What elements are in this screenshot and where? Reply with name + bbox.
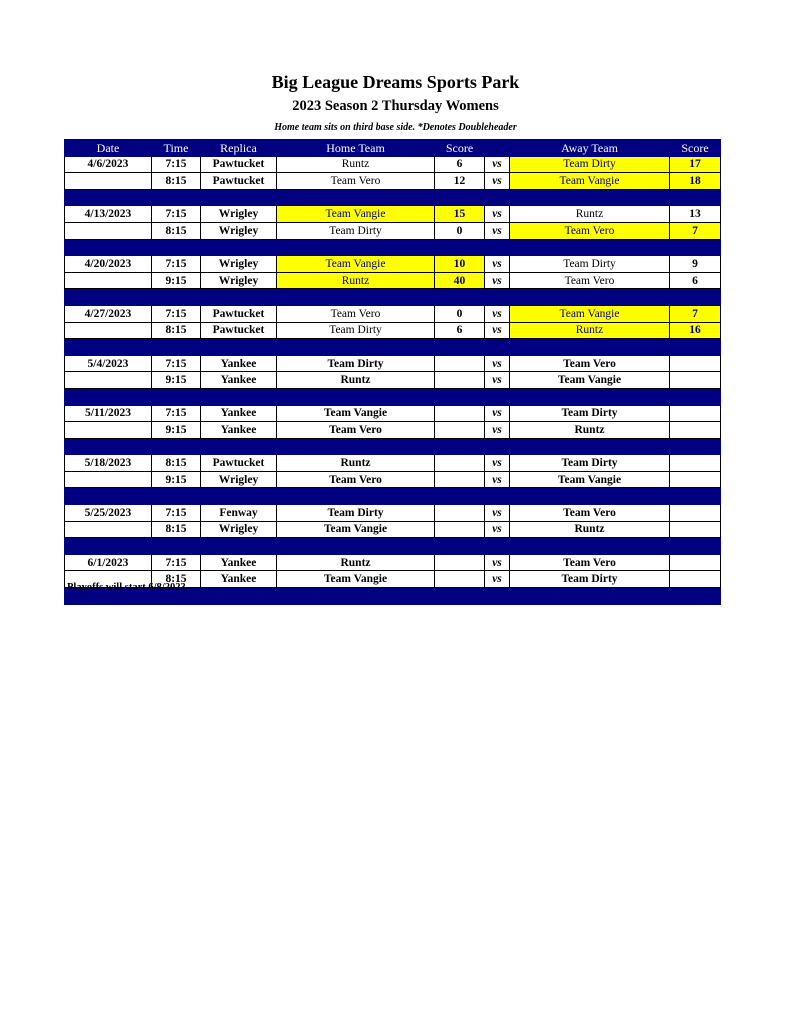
separator-cell <box>510 239 670 256</box>
game-date: 5/25/2023 <box>65 505 152 522</box>
separator-cell <box>152 239 201 256</box>
home-score: 10 <box>435 256 485 273</box>
away-team: Runtz <box>510 206 670 223</box>
separator-cell <box>435 438 485 455</box>
game-row <box>65 372 721 389</box>
game-field: Wrigley <box>201 521 277 538</box>
vs-label: vs <box>485 322 510 339</box>
game-time: 7:15 <box>152 206 201 223</box>
week-separator-row <box>65 289 721 306</box>
game-field: Yankee <box>201 571 277 588</box>
game-row <box>65 156 721 173</box>
game-row <box>65 455 721 472</box>
col-replica: Replica <box>201 140 277 157</box>
game-field: Yankee <box>201 422 277 439</box>
away-team: Team Vero <box>510 554 670 571</box>
separator-cell <box>670 588 721 605</box>
game-field: Fenway <box>201 505 277 522</box>
separator-cell <box>152 189 201 206</box>
col-home-score: Score <box>435 140 485 157</box>
game-time: 7:15 <box>152 355 201 372</box>
away-team: Runtz <box>510 322 670 339</box>
separator-cell <box>670 538 721 555</box>
separator-cell <box>65 538 152 555</box>
away-team: Team Vero <box>510 355 670 372</box>
away-score <box>670 571 721 588</box>
home-team: Team Vangie <box>277 521 435 538</box>
separator-cell <box>485 239 510 256</box>
game-row <box>65 206 721 223</box>
separator-cell <box>435 289 485 306</box>
game-row <box>65 554 721 571</box>
home-score <box>435 554 485 571</box>
away-team: Team Dirty <box>510 405 670 422</box>
game-date <box>65 521 152 538</box>
separator-cell <box>152 488 201 505</box>
away-team: Team Vero <box>510 505 670 522</box>
game-time: 7:15 <box>152 156 201 173</box>
page-title: Big League Dreams Sports Park <box>271 72 520 92</box>
game-date <box>65 471 152 488</box>
home-team: Team Vero <box>277 305 435 322</box>
home-team: Team Vero <box>277 471 435 488</box>
separator-cell <box>485 438 510 455</box>
away-score: 13 <box>670 206 721 223</box>
separator-cell <box>277 438 435 455</box>
home-score <box>435 355 485 372</box>
separator-cell <box>201 488 277 505</box>
game-time: 7:15 <box>152 305 201 322</box>
vs-label: vs <box>485 173 510 190</box>
away-team: Team Vero <box>510 222 670 239</box>
separator-cell <box>435 588 485 605</box>
away-team: Runtz <box>510 422 670 439</box>
col-date: Date <box>65 140 152 157</box>
home-score <box>435 372 485 389</box>
separator-cell <box>510 289 670 306</box>
game-date: 5/18/2023 <box>65 455 152 472</box>
vs-label: vs <box>485 256 510 273</box>
separator-cell <box>65 388 152 405</box>
away-score <box>670 455 721 472</box>
game-row <box>65 272 721 289</box>
separator-cell <box>670 488 721 505</box>
game-field: Yankee <box>201 355 277 372</box>
away-score: 17 <box>670 156 721 173</box>
game-row <box>65 355 721 372</box>
home-score <box>435 505 485 522</box>
vs-label: vs <box>485 405 510 422</box>
separator-cell <box>435 538 485 555</box>
week-separator-row <box>65 189 721 206</box>
game-field: Pawtucket <box>201 173 277 190</box>
vs-label: vs <box>485 305 510 322</box>
game-date: 5/11/2023 <box>65 405 152 422</box>
separator-cell <box>670 339 721 356</box>
game-date <box>65 322 152 339</box>
home-team: Team Vangie <box>277 206 435 223</box>
game-time: 8:15 <box>152 322 201 339</box>
home-score <box>435 455 485 472</box>
vs-label: vs <box>485 471 510 488</box>
away-score <box>670 505 721 522</box>
schedule-note: Home team sits on third base side. *Denotes Doubleheader <box>274 122 517 133</box>
schedule-body <box>65 156 721 604</box>
game-time: 7:15 <box>152 256 201 273</box>
game-field: Wrigley <box>201 272 277 289</box>
separator-cell <box>152 339 201 356</box>
home-score <box>435 471 485 488</box>
week-separator-row <box>65 239 721 256</box>
away-score <box>670 355 721 372</box>
away-score: 18 <box>670 173 721 190</box>
separator-cell <box>670 388 721 405</box>
home-team: Runtz <box>277 372 435 389</box>
vs-label: vs <box>485 355 510 372</box>
separator-cell <box>277 189 435 206</box>
away-team: Team Vangie <box>510 372 670 389</box>
separator-cell <box>510 339 670 356</box>
game-date: 4/13/2023 <box>65 206 152 223</box>
week-separator-row <box>65 488 721 505</box>
away-team: Team Dirty <box>510 571 670 588</box>
home-team: Team Vangie <box>277 571 435 588</box>
home-score: 6 <box>435 156 485 173</box>
home-team: Runtz <box>277 272 435 289</box>
separator-cell <box>485 189 510 206</box>
home-team: Team Dirty <box>277 222 435 239</box>
away-score <box>670 521 721 538</box>
home-team: Team Vero <box>277 422 435 439</box>
away-score: 7 <box>670 222 721 239</box>
away-team: Team Vangie <box>510 173 670 190</box>
game-row <box>65 405 721 422</box>
away-score: 16 <box>670 322 721 339</box>
home-team: Team Dirty <box>277 322 435 339</box>
separator-cell <box>485 588 510 605</box>
separator-cell <box>201 189 277 206</box>
separator-cell <box>485 339 510 356</box>
game-row <box>65 422 721 439</box>
home-team: Team Vero <box>277 173 435 190</box>
game-date <box>65 372 152 389</box>
game-row <box>65 322 721 339</box>
separator-cell <box>65 289 152 306</box>
game-field: Pawtucket <box>201 455 277 472</box>
separator-cell <box>277 339 435 356</box>
game-date <box>65 422 152 439</box>
separator-cell <box>277 289 435 306</box>
game-date <box>65 272 152 289</box>
game-time: 9:15 <box>152 272 201 289</box>
game-field: Wrigley <box>201 471 277 488</box>
home-score: 15 <box>435 206 485 223</box>
game-time: 8:15 <box>152 571 201 588</box>
away-score: 9 <box>670 256 721 273</box>
game-field: Yankee <box>201 405 277 422</box>
game-row <box>65 505 721 522</box>
separator-cell <box>201 289 277 306</box>
separator-cell <box>277 588 435 605</box>
separator-cell <box>152 438 201 455</box>
game-field: Pawtucket <box>201 305 277 322</box>
away-team: Team Dirty <box>510 156 670 173</box>
separator-cell <box>277 388 435 405</box>
separator-cell <box>435 488 485 505</box>
vs-label: vs <box>485 156 510 173</box>
home-score: 0 <box>435 305 485 322</box>
home-team: Team Vangie <box>277 405 435 422</box>
game-date: 4/27/2023 <box>65 305 152 322</box>
separator-cell <box>510 189 670 206</box>
away-score: 7 <box>670 305 721 322</box>
separator-cell <box>435 388 485 405</box>
game-row <box>65 173 721 190</box>
separator-cell <box>65 488 152 505</box>
away-score: 6 <box>670 272 721 289</box>
game-date: 4/20/2023 <box>65 256 152 273</box>
game-time: 7:15 <box>152 405 201 422</box>
away-team: Team Dirty <box>510 256 670 273</box>
home-score <box>435 422 485 439</box>
separator-cell <box>510 588 670 605</box>
home-score <box>435 571 485 588</box>
separator-cell <box>510 438 670 455</box>
col-away-team: Away Team <box>510 140 670 157</box>
vs-label: vs <box>485 222 510 239</box>
separator-cell <box>435 189 485 206</box>
home-team: Team Dirty <box>277 505 435 522</box>
game-date <box>65 173 152 190</box>
separator-cell <box>201 388 277 405</box>
game-date <box>65 222 152 239</box>
game-time: 7:15 <box>152 505 201 522</box>
game-row <box>65 222 721 239</box>
home-score <box>435 521 485 538</box>
vs-label: vs <box>485 571 510 588</box>
home-team: Team Dirty <box>277 355 435 372</box>
separator-cell <box>152 538 201 555</box>
separator-cell <box>65 239 152 256</box>
game-time: 8:15 <box>152 455 201 472</box>
game-time: 9:15 <box>152 422 201 439</box>
away-team: Team Vangie <box>510 471 670 488</box>
home-score <box>435 405 485 422</box>
separator-cell <box>485 388 510 405</box>
away-team: Runtz <box>510 521 670 538</box>
separator-cell <box>201 339 277 356</box>
game-time: 9:15 <box>152 471 201 488</box>
game-row <box>65 305 721 322</box>
away-score <box>670 372 721 389</box>
away-score <box>670 405 721 422</box>
separator-cell <box>510 538 670 555</box>
away-score <box>670 554 721 571</box>
game-field: Wrigley <box>201 206 277 223</box>
away-score <box>670 471 721 488</box>
away-team: Team Dirty <box>510 455 670 472</box>
separator-cell <box>201 239 277 256</box>
separator-cell <box>201 588 277 605</box>
vs-label: vs <box>485 372 510 389</box>
home-score: 40 <box>435 272 485 289</box>
separator-cell <box>670 239 721 256</box>
separator-cell <box>485 289 510 306</box>
separator-cell <box>152 289 201 306</box>
col-time: Time <box>152 140 201 157</box>
game-time: 8:15 <box>152 173 201 190</box>
separator-cell <box>510 488 670 505</box>
away-score <box>670 422 721 439</box>
home-score: 12 <box>435 173 485 190</box>
game-time: 9:15 <box>152 372 201 389</box>
page-subtitle: 2023 Season 2 Thursday Womens <box>292 98 499 114</box>
game-time: 8:15 <box>152 521 201 538</box>
game-row <box>65 521 721 538</box>
game-time: 7:15 <box>152 554 201 571</box>
schedule-table <box>64 139 721 605</box>
game-time: 8:15 <box>152 222 201 239</box>
separator-cell <box>277 538 435 555</box>
separator-cell <box>435 239 485 256</box>
game-field: Yankee <box>201 554 277 571</box>
header-row <box>65 140 721 157</box>
home-team: Runtz <box>277 554 435 571</box>
col-away-score: Score <box>670 140 721 157</box>
game-row <box>65 471 721 488</box>
game-field: Pawtucket <box>201 156 277 173</box>
separator-cell <box>670 189 721 206</box>
separator-cell <box>277 488 435 505</box>
week-separator-row <box>65 388 721 405</box>
game-field: Yankee <box>201 372 277 389</box>
home-team: Runtz <box>277 455 435 472</box>
separator-cell <box>670 289 721 306</box>
away-team: Team Vero <box>510 272 670 289</box>
separator-cell <box>670 438 721 455</box>
game-field: Wrigley <box>201 256 277 273</box>
separator-cell <box>485 488 510 505</box>
playoffs-note: Playoffs will start 6/8/2023 <box>67 582 186 593</box>
home-score: 6 <box>435 322 485 339</box>
game-field: Pawtucket <box>201 322 277 339</box>
separator-cell <box>65 438 152 455</box>
vs-label: vs <box>485 554 510 571</box>
separator-cell <box>65 189 152 206</box>
vs-label: vs <box>485 206 510 223</box>
separator-cell <box>510 388 670 405</box>
separator-cell <box>435 339 485 356</box>
separator-cell <box>201 438 277 455</box>
home-score: 0 <box>435 222 485 239</box>
game-date: 4/6/2023 <box>65 156 152 173</box>
home-team: Runtz <box>277 156 435 173</box>
separator-cell <box>485 538 510 555</box>
vs-label: vs <box>485 521 510 538</box>
col-vs <box>485 140 510 157</box>
game-field: Wrigley <box>201 222 277 239</box>
vs-label: vs <box>485 272 510 289</box>
week-separator-row <box>65 438 721 455</box>
game-date: 5/4/2023 <box>65 355 152 372</box>
separator-cell <box>277 239 435 256</box>
home-team: Team Vangie <box>277 256 435 273</box>
vs-label: vs <box>485 455 510 472</box>
col-home-team: Home Team <box>277 140 435 157</box>
away-team: Team Vangie <box>510 305 670 322</box>
vs-label: vs <box>485 422 510 439</box>
week-separator-row <box>65 339 721 356</box>
separator-cell <box>152 388 201 405</box>
separator-cell <box>201 538 277 555</box>
game-date: 6/1/2023 <box>65 554 152 571</box>
week-separator-row <box>65 538 721 555</box>
vs-label: vs <box>485 505 510 522</box>
separator-cell <box>65 339 152 356</box>
game-row <box>65 256 721 273</box>
